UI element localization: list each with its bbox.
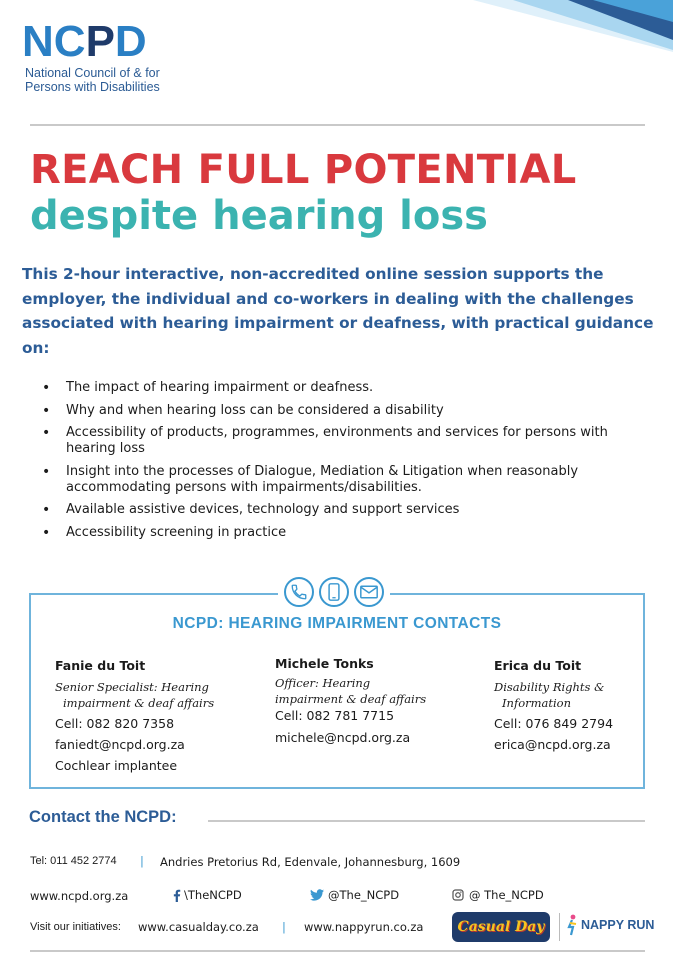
footer-tel: Tel: 011 452 2774	[30, 855, 117, 867]
list-item: • Why and when hearing loss can be considered a disability	[22, 403, 652, 419]
logo-subtitle	[25, 66, 225, 94]
footer-separator: |	[282, 920, 286, 934]
contact-name: Fanie du Toit	[55, 658, 146, 673]
list-item: • The impact of hearing impairment or deafness.	[22, 380, 652, 396]
footer-heading: Contact the NCPD:	[29, 808, 177, 826]
bottom-divider	[30, 950, 645, 952]
logo-divider	[559, 913, 560, 941]
twitter-handle: @The_NCPD	[328, 888, 400, 902]
mobile-icon	[319, 577, 349, 607]
logo-subtitle-line-1: National Council of & for	[25, 66, 160, 80]
list-item: • Accessibility of products, programmes, environments and services for persons with hearing loss	[22, 425, 652, 457]
casualday-link[interactable]: www.casualday.co.za	[138, 920, 259, 934]
contact-role-line-1: Officer: Hearing	[275, 676, 371, 690]
contact-note: Cochlear implantee	[55, 758, 178, 773]
footer-instagram[interactable]	[452, 888, 544, 902]
contact-role-line-2: impairment & deaf affairs	[275, 691, 427, 706]
contact-icons	[278, 577, 390, 611]
contact-role-line-2: Information	[502, 695, 572, 710]
phone-icon	[284, 577, 314, 607]
footer-separator: |	[140, 854, 144, 868]
contact-card-fanie	[55, 658, 255, 774]
logo-subtitle-line-2: Persons with Disabilities	[25, 80, 160, 94]
facebook-handle: \TheNCPD	[184, 888, 242, 902]
contact-email[interactable]: erica@ncpd.org.za	[494, 737, 611, 752]
headline-line-1: REACH FULL POTENTIAL	[30, 147, 577, 193]
contact-card-erica	[494, 658, 644, 753]
contact-name: Erica du Toit	[494, 658, 582, 673]
list-item: • Insight into the processes of Dialogue, Mediation & Litigation when reasonably accommodating persons with impairments/disabilities.	[22, 464, 652, 496]
headline-line-2: despite hearing loss	[30, 193, 488, 239]
contact-email[interactable]: faniedt@ncpd.org.za	[55, 737, 185, 752]
facebook-icon	[173, 889, 181, 902]
contact-role	[55, 680, 255, 711]
contact-cell: Cell: 082 820 7358	[55, 716, 175, 731]
twitter-icon	[310, 889, 324, 901]
corner-stripes-decoration	[473, 0, 673, 80]
list-item: • Available assistive devices, technology and support services	[22, 502, 652, 518]
logo-letter-p: P	[85, 17, 115, 66]
ncpd-logo	[22, 17, 147, 66]
contact-role-line-1: Disability Rights &	[494, 680, 605, 694]
email-icon	[354, 577, 384, 607]
contact-name: Michele Tonks	[275, 656, 374, 671]
contacts-title: NCPD: HEARING IMPAIRMENT CONTACTS	[172, 615, 502, 632]
instagram-handle: @ The_NCPD	[469, 888, 544, 902]
instagram-icon	[452, 889, 464, 901]
nappy-run-logo-text: NAPPY RUN	[581, 918, 655, 932]
nappy-run-logo[interactable]	[566, 914, 654, 936]
contact-card-michele	[275, 656, 475, 746]
list-item: • Accessibility screening in practice	[22, 525, 652, 541]
intro-paragraph: This 2-hour interactive, non-accredited online session supports the employer, the individual and co-workers in dealing with the challenges associated with hearing impairment or deafness, with practical guidance on:	[22, 265, 654, 357]
footer-facebook[interactable]	[173, 888, 242, 902]
contact-email[interactable]: michele@ncpd.org.za	[275, 730, 411, 745]
footer-address: Andries Pretorius Rd, Edenvale, Johannesburg, 1609	[160, 855, 461, 869]
contact-cell: Cell: 082 781 7715	[275, 708, 395, 723]
logo-letters-nc: NC	[22, 17, 86, 66]
footer-heading-rule	[208, 820, 645, 822]
footer-initiatives-label: Visit our initiatives:	[30, 921, 121, 933]
contact-role-line-2: impairment & deaf affairs	[63, 695, 215, 710]
topics-list	[22, 380, 652, 548]
header-divider	[30, 124, 645, 126]
casual-day-logo-text: Casual Day	[457, 919, 545, 935]
nappyrun-link[interactable]: www.nappyrun.co.za	[304, 920, 424, 934]
casual-day-logo[interactable]	[452, 912, 550, 942]
contact-role-line-1: Senior Specialist: Hearing	[55, 680, 209, 694]
logo-letter-d: D	[114, 17, 147, 66]
runner-icon	[566, 914, 578, 936]
footer-website-link[interactable]: www.ncpd.org.za	[30, 889, 129, 903]
contact-cell: Cell: 076 849 2794	[494, 716, 614, 731]
contact-role	[494, 680, 644, 711]
footer-twitter[interactable]	[310, 888, 399, 902]
contact-role	[275, 676, 475, 707]
